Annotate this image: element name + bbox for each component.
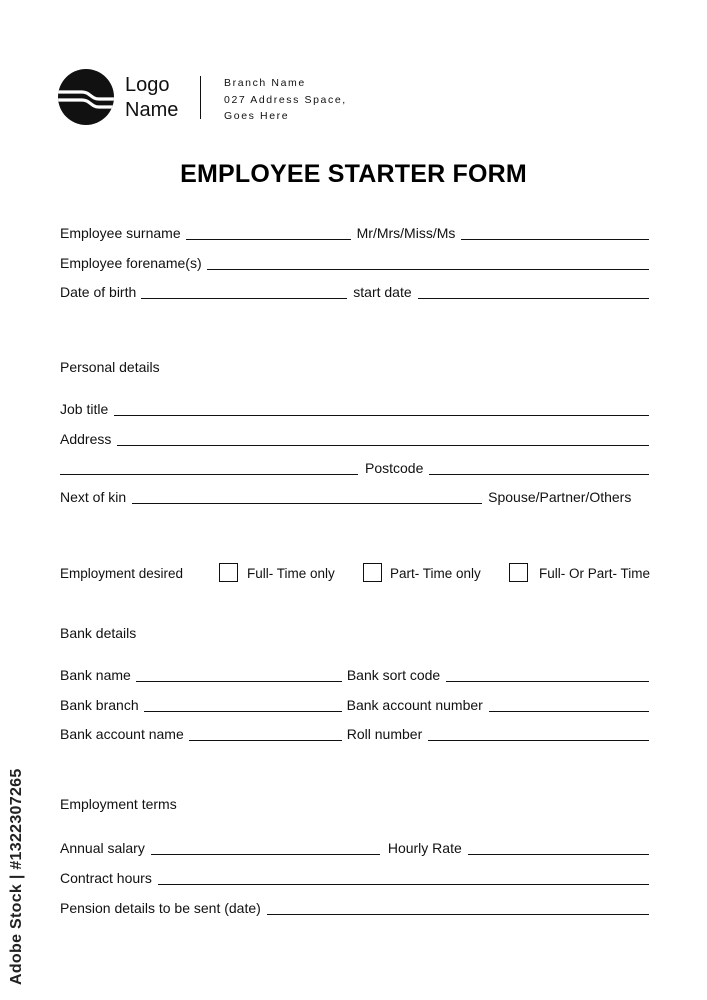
- start-date-label: start date: [353, 284, 412, 300]
- roll-number-label: Roll number: [346, 726, 423, 742]
- logo-line-1: Logo: [125, 74, 170, 96]
- sort-code-field[interactable]: [446, 681, 649, 682]
- bank-details-heading: Bank details: [60, 625, 137, 641]
- logo-name: [125, 73, 178, 123]
- row-salary: [60, 837, 649, 857]
- roll-number-field[interactable]: [428, 740, 649, 741]
- contract-hours-label: Contract hours: [60, 870, 152, 886]
- full-or-part-time-checkbox[interactable]: [509, 563, 528, 582]
- postcode-field[interactable]: [429, 474, 649, 475]
- dob-label: Date of birth: [60, 284, 137, 300]
- bank-name-label: Bank name: [60, 667, 131, 683]
- account-name-field[interactable]: [189, 740, 342, 741]
- row-surname: [60, 222, 649, 242]
- pension-field[interactable]: [267, 914, 649, 915]
- relation-label: Spouse/Partner/Others: [488, 489, 632, 505]
- dob-field[interactable]: [141, 298, 347, 299]
- full-time-checkbox[interactable]: [219, 563, 238, 582]
- part-time-checkbox[interactable]: [363, 563, 382, 582]
- annual-salary-field[interactable]: [151, 854, 380, 855]
- logo-icon: [58, 69, 114, 125]
- bank-name-field[interactable]: [136, 681, 342, 682]
- address-field-2[interactable]: [60, 474, 358, 475]
- surname-label: Employee surname: [60, 225, 181, 241]
- salutation-field[interactable]: [461, 239, 649, 240]
- salutation-label: Mr/Mrs/Miss/Ms: [356, 225, 456, 241]
- address-line-1: Branch Name: [224, 77, 306, 89]
- full-time-label: Full- Time only: [247, 566, 335, 581]
- employment-desired-label: Employment desired: [60, 566, 184, 581]
- hourly-rate-field[interactable]: [468, 854, 649, 855]
- row-bank-branch: [60, 694, 649, 714]
- postcode-label: Postcode: [365, 460, 424, 476]
- full-or-part-time-label: Full- Or Part- Time: [539, 566, 651, 581]
- row-forename: [60, 252, 649, 272]
- address-line-2: 027 Address Space,: [224, 93, 347, 106]
- account-name-label: Bank account name: [60, 726, 184, 742]
- forename-label: Employee forename(s): [60, 255, 202, 271]
- row-bank-name: [60, 664, 649, 684]
- sort-code-label: Bank sort code: [346, 667, 441, 683]
- bank-branch-field[interactable]: [144, 711, 342, 712]
- surname-field[interactable]: [186, 239, 351, 240]
- job-title-field[interactable]: [114, 415, 649, 416]
- next-of-kin-field[interactable]: [132, 503, 482, 504]
- hourly-rate-label: Hourly Rate: [387, 840, 462, 856]
- logo-line-2: Name: [125, 99, 179, 121]
- start-date-field[interactable]: [418, 298, 649, 299]
- address-field[interactable]: [117, 445, 649, 446]
- next-of-kin-label: Next of kin: [60, 489, 127, 505]
- bank-branch-label: Bank branch: [60, 697, 139, 713]
- branch-address: [224, 75, 347, 125]
- row-dob: [60, 281, 649, 301]
- annual-salary-label: Annual salary: [60, 840, 145, 856]
- row-address: [60, 428, 649, 448]
- row-contract-hours: [60, 867, 649, 887]
- row-pension: [60, 897, 649, 917]
- forename-field[interactable]: [207, 269, 649, 270]
- personal-details-heading: Personal details: [60, 359, 160, 375]
- employment-desired-row: [60, 563, 660, 585]
- employment-terms-heading: Employment terms: [60, 796, 177, 812]
- row-account-name: [60, 723, 649, 743]
- account-number-label: Bank account number: [346, 697, 483, 713]
- job-title-label: Job title: [60, 401, 109, 417]
- row-next-of-kin: [60, 486, 649, 506]
- row-job-title: [60, 398, 649, 418]
- account-number-field[interactable]: [489, 711, 649, 712]
- address-line-3: Goes Here: [224, 110, 290, 122]
- part-time-label: Part- Time only: [390, 566, 481, 581]
- row-postcode: [60, 457, 649, 477]
- address-label: Address: [60, 431, 112, 447]
- header-divider: [200, 76, 201, 119]
- pension-label: Pension details to be sent (date): [60, 900, 261, 916]
- form-title: EMPLOYEE STARTER FORM: [180, 160, 527, 188]
- stock-credit: Adobe Stock | #1322307265: [8, 768, 25, 985]
- contract-hours-field[interactable]: [158, 884, 649, 885]
